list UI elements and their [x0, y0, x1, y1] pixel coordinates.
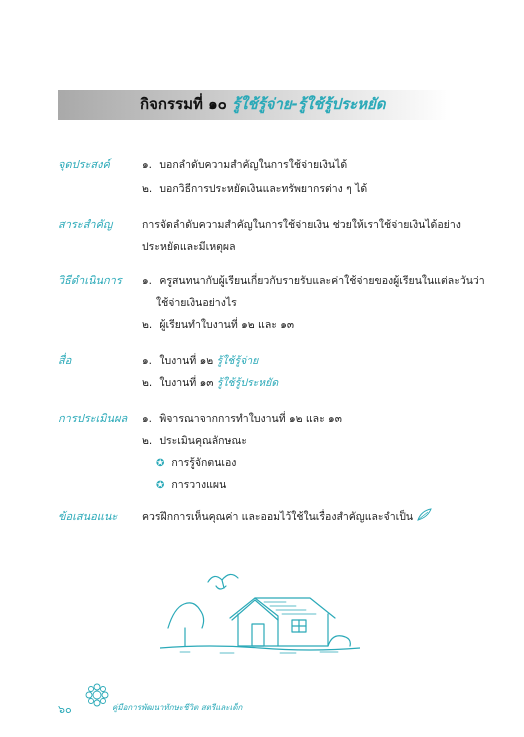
procedure-item [142, 316, 294, 333]
media-label: สื่อ [58, 354, 72, 367]
trait-item [156, 454, 236, 471]
item-number: ๒. [142, 319, 153, 331]
item-text: ใบงานที่ ๑๒ [159, 355, 217, 367]
item-number: ๒. [142, 377, 153, 389]
objective-label: จุดประสงค์ [58, 158, 110, 171]
item-number: ๑. [142, 413, 153, 425]
item-text: พิจารณาจากการทำใบงานที่ ๑๒ และ ๑๓ [159, 413, 342, 425]
footer-title: คู่มือการพัฒนาทักษะชีวิต สตรีและเด็ก [112, 703, 243, 712]
trait-text: การรู้จักตนเอง [171, 457, 237, 469]
item-text: ครูสนทนากับผู้เรียนเกี่ยวกับรายรับและค่าใช้จ่ายของผู้เรียนในแต่ละวันว่า [159, 275, 485, 287]
item-text: บอกลำดับความสำคัญในการใช้จ่ายเงินได้ [159, 159, 348, 171]
item-accent: รู้ใช้รู้จ่าย [216, 355, 259, 367]
item-number: ๑. [142, 275, 153, 287]
evaluation-label: การประเมินผล [58, 412, 128, 425]
item-accent: รู้ใช้รู้ประหยัด [216, 377, 279, 389]
essence-label: สาระสำคัญ [58, 218, 113, 231]
title-accent: รู้ใช้รู้จ่าย-รู้ใช้รู้ประหยัด [231, 95, 386, 113]
objective-item [142, 180, 367, 197]
flower-ornament-icon [80, 682, 114, 708]
star-bullet-icon: ✪ [156, 480, 165, 491]
essence-line: การจัดลำดับความสำคัญในการใช้จ่ายเงิน ช่วยให้เราใช้จ่ายเงินได้อย่าง [142, 219, 461, 231]
item-text: บอกวิธีการประหยัดเงินและทรัพยากรต่าง ๆ ได้ [159, 183, 368, 195]
essence-line: ประหยัดและมีเหตุผล [142, 241, 236, 253]
page-number: ๖๐ [58, 703, 72, 716]
item-text: ใบงานที่ ๑๓ [159, 377, 217, 389]
leaf-icon [416, 508, 432, 522]
media-item [142, 374, 278, 391]
procedure-item [142, 272, 485, 289]
item-number: ๑. [142, 159, 153, 171]
media-item [142, 352, 258, 369]
objective-item [142, 156, 347, 173]
trait-item [156, 476, 226, 493]
evaluation-item [142, 410, 342, 427]
evaluation-item [142, 432, 247, 449]
trait-text: การวางแผน [171, 479, 227, 491]
procedure-label: วิธีดำเนินการ [58, 274, 122, 287]
suggestion-text [142, 508, 432, 525]
suggestion-label: ข้อเสนอแนะ [58, 510, 118, 523]
item-number: ๒. [142, 183, 153, 195]
item-text: ประเมินคุณลักษณะ [159, 435, 247, 447]
item-text: ผู้เรียนทำใบงานที่ ๑๒ และ ๑๓ [159, 319, 295, 331]
house-illustration [160, 558, 360, 658]
page-title [140, 92, 386, 116]
item-number: ๑. [142, 355, 153, 367]
star-bullet-icon: ✪ [156, 458, 165, 469]
title-prefix: กิจกรรมที่ ๑๐ [140, 95, 227, 113]
procedure-item-continuation: ใช้จ่ายเงินอย่างไร [156, 297, 237, 309]
item-number: ๒. [142, 435, 153, 447]
suggestion-body: ควรฝึกการเห็นคุณค่า และออมไว้ใช้ในเรื่องสำคัญและจำเป็น [142, 511, 414, 523]
